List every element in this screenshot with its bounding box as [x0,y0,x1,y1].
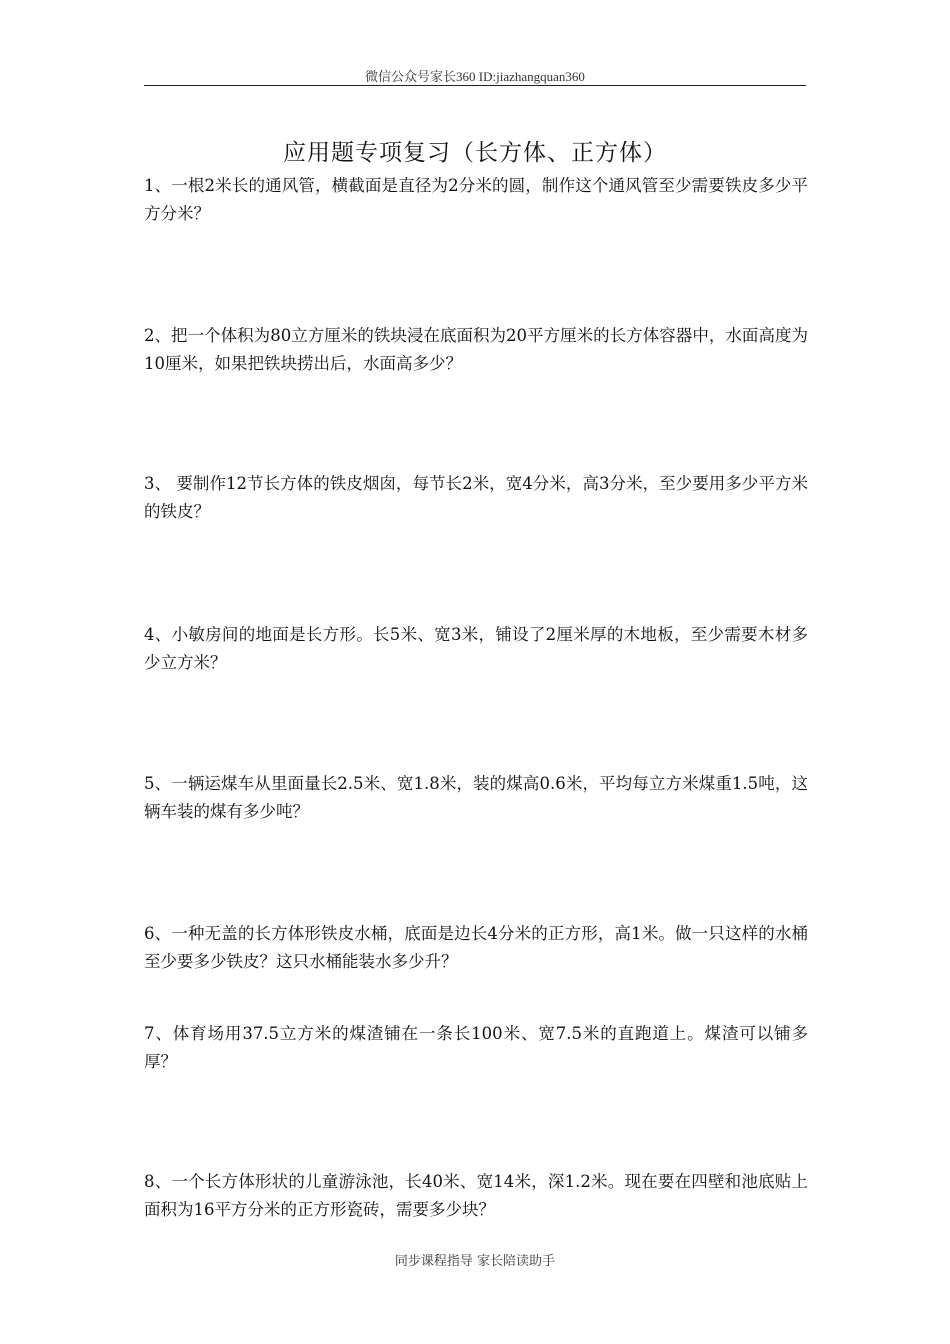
header-divider [144,85,806,86]
question-7: 7、体育场用37.5立方米的煤渣铺在一条长100米、宽7.5米的直跑道上。煤渣可以铺多厚？ [144,1024,808,1071]
page-header: 微信公众号家长360 ID:jiazhangquan360 [365,69,585,84]
page-title: 应用题专项复习（长方体、正方体） [283,140,667,166]
question-4: 4、小敏房间的地面是长方形。长5米、宽3米，铺设了2厘米厚的木地板，至少需要木材多少立方米？ [144,625,808,672]
question-1: 1、一根2米长的通风管，横截面是直径为2分米的圆，制作这个通风管至少需要铁皮多少平方分米？ [144,176,808,223]
page-footer: 同步课程指导 家长陪读助手 [394,1254,556,1269]
question-2: 2、把一个体积为80立方厘米的铁块浸在底面积为20平方厘米的长方体容器中，水面高度为10厘米，如果把铁块捞出后，水面高多少？ [144,326,808,373]
question-5: 5、一辆运煤车从里面量长2.5米、宽1.8米，装的煤高0.6米，平均每立方米煤重1.5吨，这辆车装的煤有多少吨？ [144,774,808,821]
question-6: 6、一种无盖的长方体形铁皮水桶，底面是边长4分米的正方形，高1米。做一只这样的水桶至少要多少铁皮？这只水桶能装水多少升？ [144,924,808,971]
question-8: 8、一个长方体形状的儿童游泳池，长40米、宽14米，深1.2米。现在要在四壁和池底贴上面积为16平方分米的正方形瓷砖，需要多少块？ [144,1172,808,1219]
question-3: 3、 要制作12节长方体的铁皮烟囱，每节长2米，宽4分米，高3分米，至少要用多少平方米的铁皮？ [144,474,808,521]
